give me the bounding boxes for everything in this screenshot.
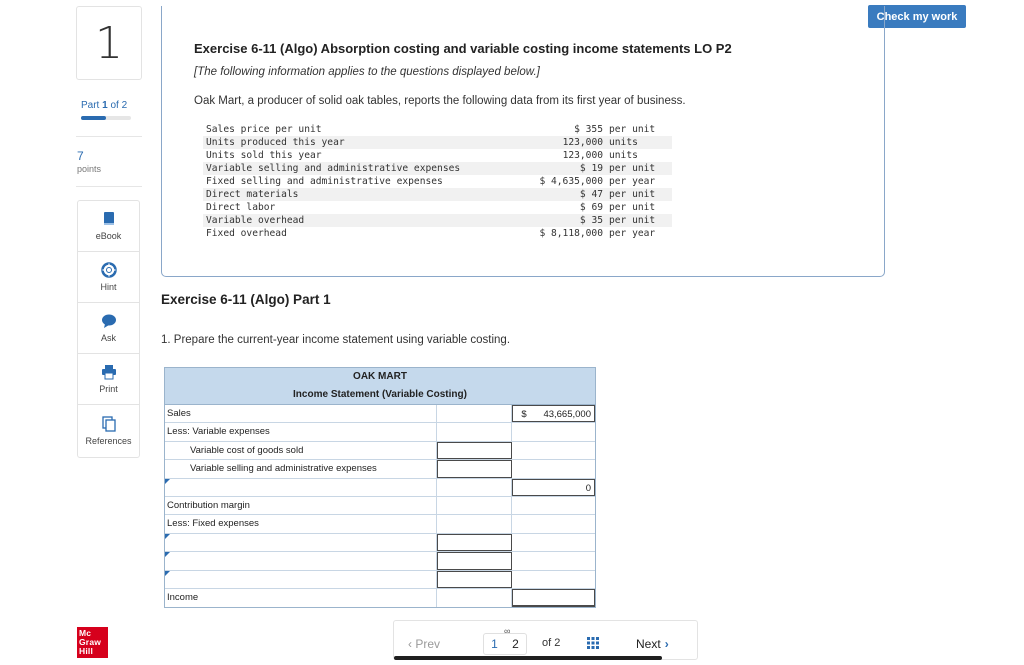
mcgraw-hill-logo (77, 627, 108, 658)
total-input[interactable] (512, 405, 595, 422)
income-statement (164, 367, 596, 608)
link-icon: ∞ (504, 626, 511, 636)
of-label: of (542, 637, 552, 649)
statement-row (165, 552, 595, 570)
total-cell (512, 423, 595, 440)
print-button[interactable] (78, 354, 139, 405)
total-cell (512, 497, 595, 514)
data-row (203, 214, 672, 227)
references-label: References (85, 436, 132, 446)
book-icon (101, 211, 117, 227)
hint-button[interactable] (78, 252, 139, 303)
prev-label: Prev (415, 637, 441, 651)
line-item-label: Less: Fixed expenses (165, 515, 437, 532)
data-unit: units (609, 150, 638, 161)
rail-divider (76, 136, 142, 137)
line-item-label: Less: Variable expenses (165, 423, 437, 440)
data-row (203, 149, 672, 162)
data-value: $ 4,635,000 (539, 176, 603, 187)
line-item-select[interactable] (165, 534, 437, 551)
line-item-label: Sales (165, 405, 437, 422)
data-value: $ 47 (476, 188, 606, 201)
line-item-select[interactable] (165, 571, 437, 588)
part-progress-bar (81, 116, 131, 120)
amount-cell (437, 497, 513, 514)
data-value: 123,000 (562, 150, 603, 161)
statement-header (165, 368, 595, 405)
statement-row (165, 460, 595, 478)
exercise-title: Exercise 6-11 (Algo) Absorption costing and variable costing income statements LO P2 (194, 41, 732, 56)
amount-cell (437, 589, 513, 607)
line-item-label: Income (165, 589, 437, 607)
data-value: $ 19 (476, 162, 606, 175)
statement-row (165, 534, 595, 552)
amount-cell (437, 479, 513, 496)
data-value: $ 35 (476, 214, 606, 227)
print-label: Print (99, 384, 118, 394)
total-value: 43,665,000 (543, 409, 591, 420)
page-1-button[interactable]: 1 (491, 637, 498, 651)
statement-title: Income Statement (Variable Costing) (293, 389, 467, 400)
horizontal-scrollbar[interactable] (394, 656, 662, 660)
data-row (203, 162, 672, 175)
amount-cell (437, 515, 513, 532)
statement-row (165, 423, 595, 441)
data-value: $ 8,118,000 (539, 228, 603, 239)
data-label: Fixed selling and administrative expenses (206, 176, 443, 187)
question-navigation (393, 620, 698, 660)
data-label: Direct materials (203, 188, 476, 201)
total-input[interactable] (512, 589, 595, 607)
amount-cell (437, 423, 513, 440)
total-cell (512, 460, 595, 477)
line-item-label: Contribution margin (165, 497, 437, 514)
data-row (203, 123, 672, 136)
line-item-select[interactable] (165, 552, 437, 569)
total-value: 0 (585, 482, 591, 494)
dollar-sign: $ (521, 409, 527, 420)
total-cell (512, 571, 595, 588)
data-unit: per unit (609, 202, 656, 213)
total-cell (512, 515, 595, 532)
line-item-select[interactable] (165, 479, 437, 496)
ask-button[interactable] (78, 303, 139, 354)
total-pages: 2 (554, 637, 561, 649)
next-label: Next (636, 637, 661, 651)
rail-divider (76, 186, 142, 187)
line-item-label: Variable cost of goods sold (165, 442, 437, 459)
data-unit: units (606, 136, 672, 149)
data-value: 123,000 (476, 136, 606, 149)
ebook-button[interactable] (78, 201, 139, 252)
chevron-right-icon: › (664, 637, 669, 651)
prev-button[interactable]: ‹ Prev (408, 637, 441, 651)
data-label: Variable selling and administrative expenses (203, 162, 476, 175)
hint-label: Hint (100, 282, 117, 292)
data-value: $ 355 (574, 124, 603, 135)
data-row (203, 136, 672, 149)
lifebuoy-icon (101, 262, 117, 278)
chat-bubble-icon (101, 313, 117, 329)
data-unit: per unit (606, 214, 672, 227)
total-cell (512, 534, 595, 551)
part-title: Exercise 6-11 (Algo) Part 1 (161, 292, 331, 307)
data-unit: per year (609, 176, 656, 187)
data-label: Fixed overhead (206, 228, 287, 239)
amount-input[interactable] (437, 552, 513, 569)
statement-row (165, 571, 595, 589)
printer-icon (101, 364, 117, 380)
points-value: 7 (77, 149, 84, 163)
amount-input[interactable] (437, 571, 513, 588)
data-label: Units sold this year (206, 150, 322, 161)
logo-line: Hill (79, 646, 94, 656)
exercise-note: [The following information applies to the questions displayed below.] (194, 66, 540, 78)
data-row (203, 175, 672, 188)
check-my-work-button[interactable]: Check my work (868, 5, 966, 28)
total-cell (512, 552, 595, 569)
page-count (542, 637, 560, 649)
statement-row (165, 589, 595, 607)
data-unit: per unit (609, 124, 656, 135)
logo-line: Graw (79, 637, 102, 647)
amount-input[interactable] (437, 534, 513, 551)
part-current: 1 (102, 100, 108, 111)
statement-row (165, 442, 595, 460)
amount-input[interactable] (437, 442, 513, 459)
statement-row (165, 497, 595, 515)
given-data-table (203, 123, 672, 240)
total-input[interactable] (512, 479, 595, 496)
statement-row (165, 479, 595, 497)
references-button[interactable] (78, 405, 139, 457)
logo-line: Mc (79, 628, 92, 638)
tools-panel (77, 200, 140, 458)
part-progress-fill (81, 116, 106, 120)
data-row (203, 188, 672, 201)
part-label-word: Part (81, 100, 100, 111)
points-label: points (77, 164, 102, 174)
company-name: OAK MART (353, 371, 407, 382)
data-label: Variable overhead (203, 214, 476, 227)
page-2-button[interactable]: 2 (512, 637, 519, 651)
total-cell (512, 442, 595, 459)
statement-row (165, 515, 595, 533)
part-instruction: 1. Prepare the current-year income statement using variable costing. (161, 334, 511, 346)
data-unit: per year (609, 228, 656, 239)
data-label: Units produced this year (203, 136, 476, 149)
data-row (203, 227, 672, 240)
exercise-intro: Oak Mart, a producer of solid oak tables, reports the following data from its first year of business. (194, 95, 686, 107)
data-unit: per unit (606, 188, 672, 201)
part-of: of 2 (110, 100, 128, 111)
next-button[interactable] (636, 637, 669, 651)
line-item-label: Variable selling and administrative expenses (165, 460, 437, 477)
data-row (203, 201, 672, 214)
ebook-label: eBook (95, 231, 122, 241)
data-label: Direct labor (206, 202, 276, 213)
documents-icon (101, 416, 117, 432)
grid-icon[interactable] (587, 637, 599, 649)
data-unit: per unit (606, 162, 672, 175)
question-number: 1 (76, 6, 142, 80)
page-selector (483, 633, 527, 655)
amount-cell (437, 405, 513, 422)
amount-input[interactable] (437, 460, 513, 477)
data-label: Sales price per unit (206, 124, 322, 135)
ask-label: Ask (100, 333, 116, 343)
data-value: $ 69 (579, 202, 603, 213)
statement-row (165, 405, 595, 423)
part-indicator (81, 100, 127, 111)
